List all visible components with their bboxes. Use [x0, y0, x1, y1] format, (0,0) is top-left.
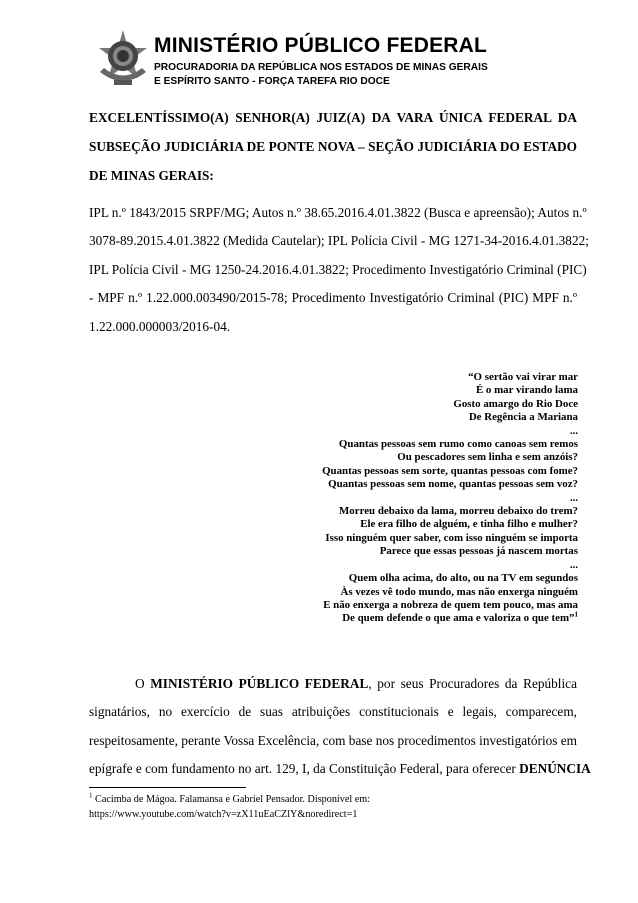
addressee-line: SUBSEÇÃO JUDICIÁRIA DE PONTE NOVA – SEÇÃO JUDICIÁRIA DO ESTADO — [89, 139, 577, 154]
footnote-line: $^1$ Cacimba de Mágoa. Falamansa e Gabriel Pensador. Disponível em: — [89, 791, 371, 805]
epigraph-line: Parece que essas pessoas já nascem mortas — [379, 545, 578, 558]
addressee-line: DE MINAS GERAIS: — [89, 168, 214, 183]
epigraph-line: ... — [569, 558, 578, 571]
epigraph-line: Às vezes vê todo mundo, mas não enxerga ninguém — [340, 585, 578, 598]
epigraph-line: De quem defende o que ama e valoriza o que tem” — [342, 612, 575, 625]
institution-subtitle-line1: PROCURADORIA DA REPÚBLICA NOS ESTADOS DE MINAS GERAIS — [154, 62, 488, 73]
reference-line: 1.22.000.000003/2016-04. — [89, 318, 231, 334]
epigraph-line: Ele era filho de alguém, e tinha filho e mulher? — [360, 518, 578, 531]
addressee-line: EXCELENTÍSSIMO(A) SENHOR(A) JUIZ(A) DA VARA ÚNICA FEDERAL DA — [89, 110, 577, 125]
epigraph-line: ... — [569, 424, 578, 437]
institution-name-bold: MINISTÉRIO PÚBLICO FEDERAL — [150, 676, 369, 691]
epigraph-line: É o mar virando lama — [475, 384, 578, 397]
denuncia-bold: DENÚNCIA — [519, 761, 591, 777]
footnote-link[interactable]: https://www.youtube.com/watch?v=zX11uEaCZlY&noredirect=1 — [89, 809, 358, 820]
footnote-reference: 1 — [574, 610, 578, 619]
body-line: epígrafe e com fundamento no art. 129, I, da Constituição Federal, para oferecer DENÚNCIA — [89, 761, 591, 777]
epigraph-line: Quantas pessoas sem rumo como canoas sem remos — [338, 438, 578, 451]
institution-title: MINISTÉRIO PÚBLICO FEDERAL — [154, 34, 488, 57]
epigraph-line: Gosto amargo do Rio Doce — [453, 397, 578, 410]
footnote-separator — [89, 787, 246, 788]
epigraph-line: Isso ninguém quer saber, com isso ninguém se importa — [325, 531, 578, 544]
body-paragraph — [89, 670, 591, 784]
reference-line: - MPF n.º 1.22.000.003490/2015-78; Procedimento Investigatório Criminal (PIC) MPF n.º — [89, 290, 577, 306]
epigraph-line: E não enxerga a nobreza de quem tem pouco, mas ama — [323, 598, 578, 611]
epigraph-line-last — [248, 612, 578, 625]
republic-coat-of-arms-icon — [92, 28, 154, 90]
epigraph-line: Morreu debaixo da lama, morreu debaixo do trem? — [339, 505, 578, 518]
epigraph-line: “O sertão vai virar mar — [468, 371, 578, 383]
epigraph-line: Quantas pessoas sem sorte, quantas pessoas com fome? — [322, 464, 578, 477]
institution-subtitle-line2: E ESPÍRITO SANTO - FORÇA TAREFA RIO DOCE — [154, 76, 390, 87]
addressee-heading — [89, 103, 577, 190]
body-line: O MINISTÉRIO PÚBLICO FEDERAL, por seus Procuradores da República — [135, 676, 577, 691]
reference-line: IPL n.º 1843/2015 SRPF/MG; Autos n.º 38.65.2016.4.01.3822 (Busca e apreensão); Autos n.º — [89, 205, 587, 220]
epigraph-line: Ou pescadores sem linha e sem anzóis? — [397, 451, 578, 464]
epigraph-line: ... — [569, 491, 578, 504]
footnote-marker: 1 — [89, 791, 93, 800]
case-references — [89, 199, 589, 341]
epigraph-line: Quantas pessoas sem nome, quantas pessoas sem voz? — [328, 478, 578, 491]
footnote — [89, 792, 589, 822]
epigraph-line: De Regência a Mariana — [468, 411, 578, 424]
epigraph-line: Quem olha acima, do alto, ou na TV em segundos — [348, 572, 578, 585]
song-epigraph — [248, 371, 578, 626]
reference-line: 3078-89.2015.4.01.3822 (Medida Cautelar); IPL Polícia Civil - MG 1271-34-2016.4.01.3822; — [89, 233, 589, 249]
reference-line: IPL Polícia Civil - MG 1250-24.2016.4.01.3822; Procedimento Investigatório Criminal (PIC) — [89, 261, 587, 277]
body-line: respeitosamente, perante Vossa Excelência, com base nos procedimentos investigatórios em — [89, 732, 578, 748]
letterhead — [92, 20, 592, 90]
body-line: signatários, no exercício de suas atribuições constitucionais e legais, comparecem, — [89, 704, 577, 720]
